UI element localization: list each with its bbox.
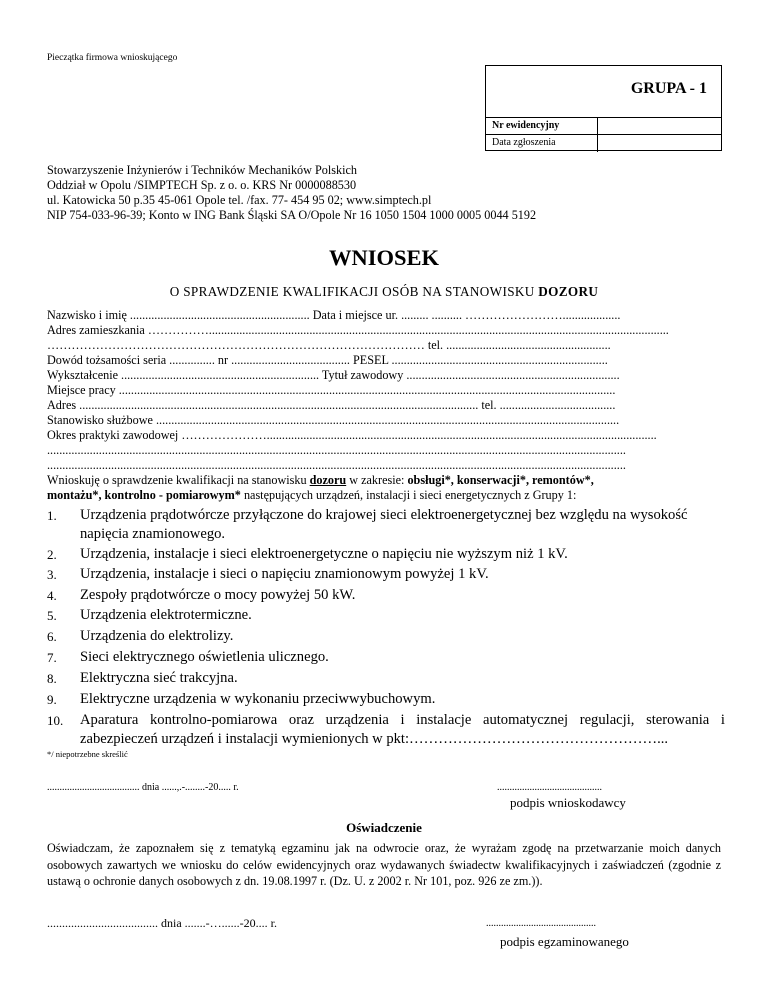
list-item-text: Urządzenia, instalacje i sieci o napięciu znamionowym powyżej 1 kV.: [80, 566, 489, 582]
field-position[interactable]: Stanowisko służbowe ........................................................................................................................................................: [47, 413, 620, 427]
list-item-text: Urządzenia prądotwórcze przyłączone do krajowej sieci elektroenergetycznej bez względu na wysokość napięcia znamionowego.: [80, 507, 688, 542]
request-scope-options-1[interactable]: obsługi*, konserwacji*, remontów*,: [407, 473, 594, 487]
field-home-address[interactable]: Adres zamieszkania …………….......................................................................................................................................................: [47, 323, 669, 337]
submission-date-label: Data zgłoszenia: [492, 137, 556, 148]
request-scope-options-2[interactable]: montażu*, kontrolno - pomiarowym*: [47, 488, 241, 502]
field-home-address-tel[interactable]: ………………………………………………………………………………… tel. ......................................................: [47, 338, 611, 352]
field-id-document[interactable]: Dowód tożsamości seria ............... nr ....................................... PESEL .......................................................................: [47, 353, 608, 367]
page-title: WNIOSEK: [328, 245, 440, 270]
list-item-number: 6.: [47, 629, 57, 644]
list-item: [47, 506, 727, 546]
record-number-label: Nr ewidencyjny: [492, 120, 560, 131]
examinee-signature-line[interactable]: ............................................: [486, 918, 596, 929]
record-number-row: [486, 117, 721, 135]
list-item-text: Aparatura kontrolno-pomiarowa oraz urządzenia i instalacje automatycznej regulacji, sterowania i zabezpieczeń urządzeń i instalacji wymienionych w pkt:……………………………………………...: [80, 712, 725, 747]
list-item-text: Sieci elektrycznego oświetlenia ulicznego.: [80, 649, 329, 665]
list-item-number: 7.: [47, 650, 57, 665]
field-extra-line-2[interactable]: ..............................................................................................................................................................................................: [47, 458, 626, 472]
group-title: GRUPA - 1: [630, 80, 707, 97]
field-workplace[interactable]: Miejsce pracy ...................................................................................................................................................................: [47, 383, 616, 397]
page-subtitle: [0, 284, 768, 300]
list-item-number: 5.: [47, 608, 57, 623]
applicant-signature-line[interactable]: ..........................................: [497, 782, 602, 793]
list-item: [47, 711, 727, 751]
list-item-text: Urządzenia do elektrolizy.: [80, 628, 234, 644]
list-item-text: Urządzenia elektrotermiczne.: [80, 607, 252, 623]
subtitle-text: O SPRAWDZENIE KWALIFIKACJI OSÓB NA STANOWISKU: [169, 284, 539, 299]
list-item-number: 10.: [47, 713, 64, 728]
submission-date-field[interactable]: [597, 135, 598, 152]
field-name-birth[interactable]: Nazwisko i imię ........................................................... Data i miejsce ur. ......... .......... ……………………...................: [47, 308, 621, 322]
request-text-1: Wnioskuję o sprawdzenie kwalifikacji na stanowisku: [47, 473, 310, 487]
list-item-text: Zespoły prądotwórcze o mocy powyżej 50 kW.: [80, 587, 356, 603]
footnote: */ niepotrzebne skreślić: [47, 749, 128, 759]
org-line-4: NIP 754-033-96-39; Konto w ING Bank Śląski SA O/Opole Nr 16 1050 1504 1000 0005 0044 5192: [47, 208, 537, 222]
list-item-number: 4.: [47, 588, 57, 603]
list-item-number: 3.: [47, 567, 57, 582]
declaration-text: Oświadczam, że zapoznałem się z tematyką egzaminu jak na odwrocie oraz, że wyrażam zgodę na przetwarzanie moich danych osobowych zawartych we wniosku do celów ewidencyjnych oraz wydawanych świadectw kwalifikacyjnych i zaświadczeń (zgodnie z ustawą o ochronie danych osobowych z dn. 19.08.1997 r. (Dz. U. z 2002 r. Nr 101, poz. 926 ze zm.)).: [47, 841, 721, 889]
request-text-2: w zakresie:: [346, 473, 408, 487]
list-item-number: 8.: [47, 671, 57, 686]
org-line-3: ul. Katowicka 50 p.35 45-061 Opole tel. /fax. 77- 454 95 02; www.simptech.pl: [47, 193, 432, 207]
field-education[interactable]: Wykształcenie ................................................................. Tytuł zawodowy ......................................................................: [47, 368, 620, 382]
list-item-number: 1.: [47, 508, 57, 523]
record-number-field[interactable]: [597, 118, 598, 135]
request-paragraph: [47, 473, 723, 503]
examinee-signature-label: podpis egzaminowanego: [500, 934, 629, 949]
examinee-date-line[interactable]: ..................................... dnia .......-…......-20.... r.: [47, 916, 277, 930]
request-text-3: następujących urządzeń, instalacji i sieci energetycznych z Grupy 1:: [240, 488, 577, 502]
field-extra-line-1[interactable]: ..............................................................................................................................................................................................: [47, 443, 626, 457]
list-item-text: Elektryczne urządzenia w wykonaniu przeciwwybuchowym.: [80, 691, 436, 707]
list-item-number: 2.: [47, 547, 57, 562]
org-line-1: Stowarzyszenie Inżynierów i Techników Mechaników Polskich: [47, 163, 357, 177]
list-item-text: Elektryczna sieć trakcyjna.: [80, 670, 238, 686]
applicant-signature-label: podpis wnioskodawcy: [510, 795, 626, 810]
group-box: [485, 65, 722, 151]
applicant-date-line[interactable]: ..................................... dnia ......,.-........-20..... r.: [47, 782, 239, 793]
list-item-text: Urządzenia, instalacje i sieci elektroenergetyczne o napięciu nie wyższym niż 1 kV.: [80, 546, 568, 562]
field-work-address[interactable]: Adres ................................................................................................................................... tel. ......................................: [47, 398, 616, 412]
subtitle-bold: DOZORU: [538, 284, 599, 299]
submission-date-row: [486, 134, 721, 152]
stamp-label: Pieczątka firmowa wnioskującego: [47, 53, 178, 63]
list-item-number: 9.: [47, 692, 57, 707]
request-scope-dozoru: dozoru: [309, 473, 347, 487]
field-practice-period[interactable]: Okres praktyki zawodowej …………………................................................................................................................................: [47, 428, 657, 442]
declaration-title: Oświadczenie: [346, 820, 422, 835]
org-line-2: Oddział w Opolu /SIMPTECH Sp. z o. o. KRS Nr 0000088530: [47, 178, 357, 192]
